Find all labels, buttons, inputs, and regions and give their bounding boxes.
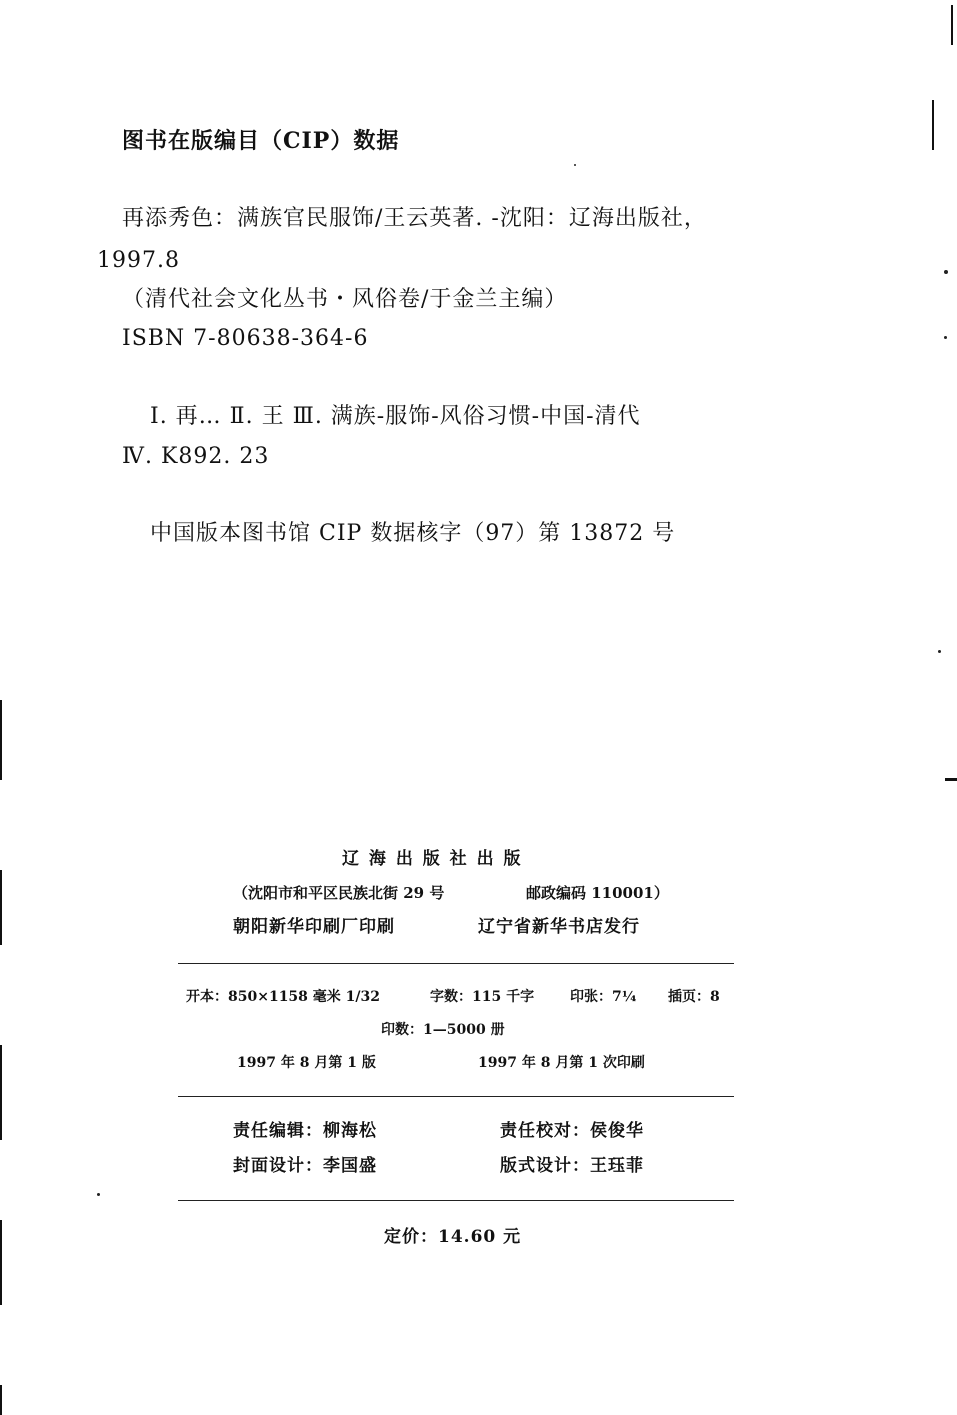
publisher-postcode: 邮政编码 110001） <box>526 884 669 902</box>
divider-middle <box>178 1096 734 1097</box>
publisher-address: （沈阳市和平区民族北街 29 号 <box>233 884 445 902</box>
divider-bottom <box>178 1200 734 1201</box>
scan-speck <box>944 336 947 339</box>
cip-series-line: （清代社会文化丛书・风俗卷/于金兰主编） <box>122 287 568 312</box>
edition-spec: 1997 年 8 月第 1 版 <box>237 1055 376 1071</box>
divider-top <box>178 963 734 964</box>
proofreader-credit: 责任校对：侯俊华 <box>500 1121 644 1141</box>
scan-edge-mark <box>0 1045 2 1140</box>
scan-edge-mark <box>951 5 953 45</box>
scan-edge-mark <box>932 100 934 150</box>
inserts-spec: 插页：8 <box>668 989 720 1005</box>
print-run-spec: 印数：1—5000 册 <box>381 1022 505 1038</box>
price-line: 定价：14.60 元 <box>384 1227 522 1247</box>
word-count-spec: 字数：115 千字 <box>430 989 535 1005</box>
cip-isbn-line: ISBN 7-80638-364-6 <box>122 326 369 351</box>
scan-speck <box>938 650 941 653</box>
scan-speck <box>944 270 948 274</box>
scan-speck <box>574 164 576 166</box>
distributor-line: 辽宁省新华书店发行 <box>478 917 640 937</box>
scan-edge-mark <box>0 1385 2 1415</box>
scan-edge-mark <box>0 700 2 780</box>
format-spec: 开本：850×1158 毫米 1/32 <box>186 989 381 1005</box>
scan-edge-mark <box>0 870 2 945</box>
printer-line: 朝阳新华印刷厂印刷 <box>233 917 395 937</box>
cip-date-line: 1997.8 <box>97 248 180 273</box>
cip-title-line: 再添秀色：满族官民服饰/王云英著. -沈阳：辽海出版社， <box>122 206 707 231</box>
editor-credit: 责任编辑：柳海松 <box>233 1121 377 1141</box>
print-sheets-spec: 印张：7¼ <box>570 989 637 1005</box>
cip-classification-line: Ⅳ. K892. 23 <box>122 444 270 469</box>
layout-design-credit: 版式设计：王珏菲 <box>500 1156 644 1176</box>
scan-edge-mark <box>0 1220 2 1305</box>
cip-verification-line: 中国版本图书馆 CIP 数据核字（97）第 13872 号 <box>150 521 676 546</box>
scan-speck <box>97 1193 100 1196</box>
cover-design-credit: 封面设计：李国盛 <box>233 1156 377 1176</box>
cip-heading: 图书在版编目（CIP）数据 <box>122 128 400 154</box>
cip-subjects-line: Ⅰ. 再… Ⅱ. 王 Ⅲ. 满族-服饰-风俗习惯-中国-清代 <box>150 404 641 429</box>
scan-edge-mark <box>945 778 957 781</box>
publisher-line: 辽 海 出 版 社 出 版 <box>342 849 523 869</box>
printing-spec: 1997 年 8 月第 1 次印刷 <box>478 1055 645 1071</box>
